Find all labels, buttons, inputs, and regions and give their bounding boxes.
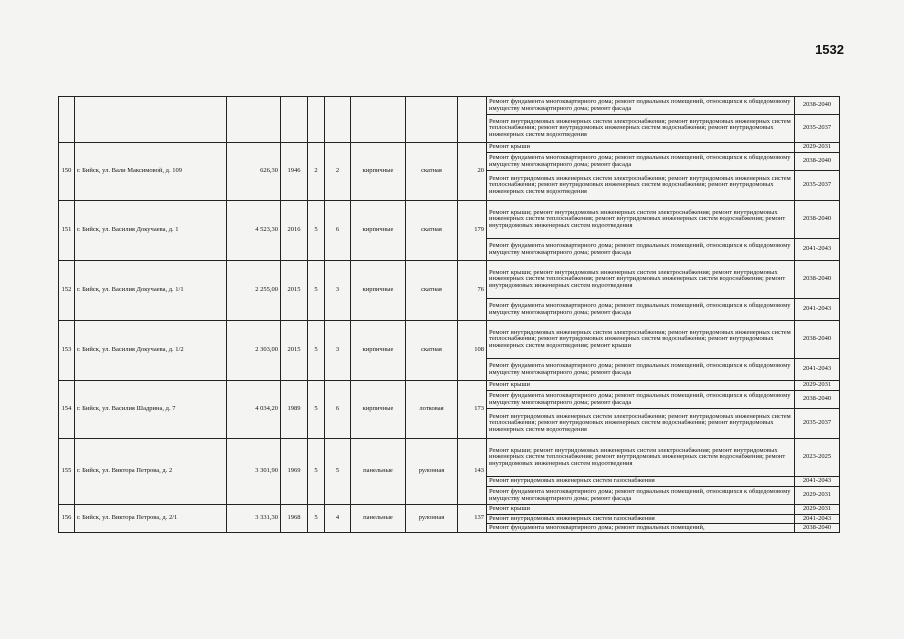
repair-period: 2038-2040: [795, 261, 840, 299]
building-number: 151: [59, 201, 75, 261]
wall-material: кирпичные: [351, 201, 406, 261]
building-area: [227, 97, 281, 143]
wall-material: панельные: [351, 439, 406, 505]
repair-work-description: Ремонт фундамента многоквартирного дома; ремонт подвальных помещений, относящихся к общедомовому имуществу многоквартирного дома; ремонт фасада: [487, 487, 795, 505]
entrance-count: 3: [325, 321, 351, 381]
entrance-count: 5: [325, 439, 351, 505]
repair-period: 2041-2043: [795, 359, 840, 381]
repair-period: 2041-2043: [795, 515, 840, 524]
repair-period: 2029-2031: [795, 487, 840, 505]
roof-type: рулонная: [406, 439, 458, 505]
building-area: 3 331,30: [227, 505, 281, 533]
table-row: [59, 97, 840, 115]
table-row: [59, 143, 840, 153]
floor-count: 5: [308, 505, 325, 533]
building-address: г. Бийск, ул. Виктора Петрова, д. 2: [75, 439, 227, 505]
building-number: 153: [59, 321, 75, 381]
building-area: 3 301,90: [227, 439, 281, 505]
building-address: г. Бийск, ул. Василия Докучаева, д. 1/2: [75, 321, 227, 381]
wall-material: кирпичные: [351, 321, 406, 381]
apartment-count: 179: [458, 201, 487, 261]
repair-work-description: Ремонт крыши: [487, 143, 795, 153]
apartment-count: 173: [458, 381, 487, 439]
building-number: 150: [59, 143, 75, 201]
repair-period: 2029-2031: [795, 143, 840, 153]
roof-type: скатная: [406, 261, 458, 321]
repair-work-description: Ремонт внутридомовых инженерных систем электроснабжения; ремонт внутридомовых инженерных систем теплоснабжения; ремонт внутридомовых инженерных систем водоснабжения; ремонт внутридомовых инженерных систем водоотведения: [487, 115, 795, 143]
entrance-count: 3: [325, 261, 351, 321]
repair-work-description: Ремонт внутридомовых инженерных систем электроснабжения; ремонт внутридомовых инженерных систем теплоснабжения; ремонт внутридомовых инженерных систем водоснабжения; ремонт внутридомовых инженерных систем водоотведения: [487, 171, 795, 201]
page-number: 1532: [815, 42, 844, 57]
roof-type: лотковая: [406, 381, 458, 439]
building-area: 4 523,30: [227, 201, 281, 261]
apartment-count: 143: [458, 439, 487, 505]
table-row: [59, 381, 840, 391]
repair-period: 2038-2040: [795, 201, 840, 239]
roof-type: рулонная: [406, 505, 458, 533]
table-body: [59, 97, 840, 533]
building-area: 626,30: [227, 143, 281, 201]
repair-work-description: Ремонт внутридомовых инженерных систем газоснабжения: [487, 477, 795, 487]
roof-type: [406, 97, 458, 143]
repair-work-description: Ремонт крыши: [487, 381, 795, 391]
repair-work-description: Ремонт крыши; ремонт внутридомовых инженерных систем электроснабжения; ремонт внутридомовых инженерных систем теплоснабжения; ремонт внутридомовых инженерных систем водоснабжения; ремонт внутридомовых инженерных систем водоотведения: [487, 439, 795, 477]
repair-period: 2038-2040: [795, 153, 840, 171]
building-area: 2 255,00: [227, 261, 281, 321]
construction-year: 2015: [281, 261, 308, 321]
floor-count: 5: [308, 321, 325, 381]
repair-period: 2038-2040: [795, 391, 840, 409]
entrance-count: 6: [325, 201, 351, 261]
building-address: г. Бийск, ул. Василия Шадрина, д. 7: [75, 381, 227, 439]
wall-material: кирпичные: [351, 143, 406, 201]
building-address: г. Бийск, ул. Василия Докучаева, д. 1/1: [75, 261, 227, 321]
table-row: [59, 439, 840, 477]
floor-count: 5: [308, 201, 325, 261]
construction-year: 1969: [281, 439, 308, 505]
roof-type: скатная: [406, 201, 458, 261]
apartment-count: 137: [458, 505, 487, 533]
building-number: 152: [59, 261, 75, 321]
floor-count: 2: [308, 143, 325, 201]
repair-schedule-table: [58, 96, 840, 533]
apartment-count: 20: [458, 143, 487, 201]
entrance-count: [325, 97, 351, 143]
wall-material: кирпичные: [351, 381, 406, 439]
wall-material: [351, 97, 406, 143]
building-address: г. Бийск, ул. Виктора Петрова, д. 2/1: [75, 505, 227, 533]
repair-period: 2038-2040: [795, 321, 840, 359]
building-number: 154: [59, 381, 75, 439]
construction-year: [281, 97, 308, 143]
repair-period: 2023-2025: [795, 439, 840, 477]
building-address: г. Бийск, ул. Вали Максимовой, д. 109: [75, 143, 227, 201]
construction-year: 1968: [281, 505, 308, 533]
repair-work-description: Ремонт крыши: [487, 505, 795, 515]
repair-period: 2038-2040: [795, 524, 840, 533]
entrance-count: 2: [325, 143, 351, 201]
table-row: [59, 261, 840, 299]
repair-work-description: Ремонт фундамента многоквартирного дома; ремонт подвальных помещений, относящихся к общедомовому имуществу многоквартирного дома; ремонт фасада: [487, 97, 795, 115]
table-row: [59, 505, 840, 515]
apartment-count: 108: [458, 321, 487, 381]
floor-count: 5: [308, 381, 325, 439]
repair-work-description: Ремонт фундамента многоквартирного дома; ремонт подвальных помещений, относящихся к общедомовому имуществу многоквартирного дома; ремонт фасада: [487, 239, 795, 261]
repair-work-description: Ремонт фундамента многоквартирного дома; ремонт подвальных помещений,: [487, 524, 795, 533]
repair-work-description: Ремонт внутридомовых инженерных систем газоснабжения: [487, 515, 795, 524]
repair-period: 2035-2037: [795, 409, 840, 439]
repair-period: 2041-2043: [795, 239, 840, 261]
repair-period: 2029-2031: [795, 381, 840, 391]
roof-type: скатная: [406, 321, 458, 381]
repair-period: 2035-2037: [795, 171, 840, 201]
entrance-count: 4: [325, 505, 351, 533]
construction-year: 2015: [281, 321, 308, 381]
repair-work-description: Ремонт фундамента многоквартирного дома; ремонт подвальных помещений, относящихся к общедомовому имуществу многоквартирного дома; ремонт фасада: [487, 391, 795, 409]
repair-work-description: Ремонт фундамента многоквартирного дома; ремонт подвальных помещений, относящихся к общедомовому имуществу многоквартирного дома; ремонт фасада: [487, 153, 795, 171]
construction-year: 2016: [281, 201, 308, 261]
wall-material: кирпичные: [351, 261, 406, 321]
repair-period: 2038-2040: [795, 97, 840, 115]
repair-period: 2041-2043: [795, 477, 840, 487]
repair-period: 2029-2031: [795, 505, 840, 515]
repair-work-description: Ремонт внутридомовых инженерных систем электроснабжения; ремонт внутридомовых инженерных систем теплоснабжения; ремонт внутридомовых инженерных систем водоснабжения; ремонт внутридомовых инженерных систем водоотведения: [487, 409, 795, 439]
repair-work-description: Ремонт фундамента многоквартирного дома; ремонт подвальных помещений, относящихся к общедомовому имуществу многоквартирного дома; ремонт фасада: [487, 359, 795, 381]
building-number: 155: [59, 439, 75, 505]
apartment-count: [458, 97, 487, 143]
building-address: [75, 97, 227, 143]
roof-type: скатная: [406, 143, 458, 201]
table-row: [59, 201, 840, 239]
building-number: [59, 97, 75, 143]
entrance-count: 6: [325, 381, 351, 439]
repair-period: 2035-2037: [795, 115, 840, 143]
building-address: г. Бийск, ул. Василия Докучаева, д. 1: [75, 201, 227, 261]
construction-year: 1989: [281, 381, 308, 439]
repair-work-description: Ремонт внутридомовых инженерных систем электроснабжения; ремонт внутридомовых инженерных систем теплоснабжения; ремонт внутридомовых инженерных систем водоснабжения; ремонт внутридомовых инженерных систем водоотведения; ремонт крыши: [487, 321, 795, 359]
floor-count: 5: [308, 261, 325, 321]
construction-year: 1946: [281, 143, 308, 201]
apartment-count: 76: [458, 261, 487, 321]
repair-period: 2041-2043: [795, 299, 840, 321]
floor-count: [308, 97, 325, 143]
building-number: 156: [59, 505, 75, 533]
repair-work-description: Ремонт крыши; ремонт внутридомовых инженерных систем электроснабжения; ремонт внутридомовых инженерных систем теплоснабжения; ремонт внутридомовых инженерных систем водоснабжения; ремонт внутридомовых инженерных систем водоотведения: [487, 201, 795, 239]
building-area: 4 034,20: [227, 381, 281, 439]
floor-count: 5: [308, 439, 325, 505]
repair-work-description: Ремонт крыши; ремонт внутридомовых инженерных систем электроснабжения; ремонт внутридомовых инженерных систем теплоснабжения; ремонт внутридомовых инженерных систем водоснабжения; ремонт внутридомовых инженерных систем водоотведения: [487, 261, 795, 299]
wall-material: панельные: [351, 505, 406, 533]
repair-work-description: Ремонт фундамента многоквартирного дома; ремонт подвальных помещений, относящихся к общедомовому имуществу многоквартирного дома; ремонт фасада: [487, 299, 795, 321]
building-area: 2 303,00: [227, 321, 281, 381]
table-row: [59, 321, 840, 359]
